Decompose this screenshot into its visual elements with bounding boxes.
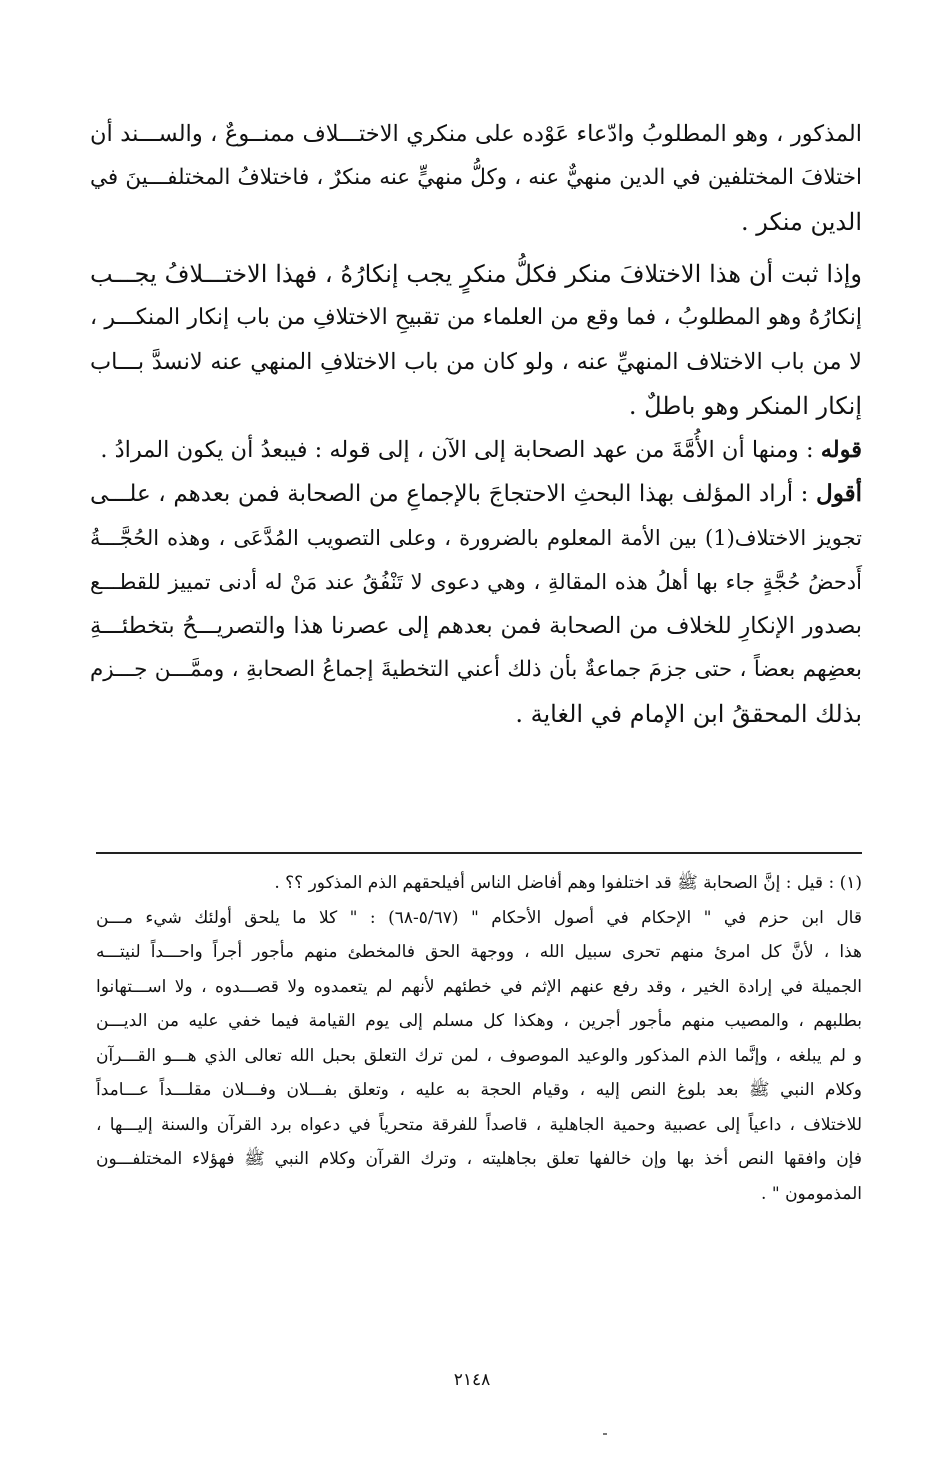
text-line: بعضِهم بعضاً ، حتى جزمَ جماعةٌ بأن ذلك أعني التخطيةَ إجماعُ الصحابةِ ، وممَّـــن جـــزم [90, 657, 862, 682]
text-line: بذلك المحققُ ابن الإمام في الغاية . [515, 700, 862, 728]
text-line: المذكور ، وهو المطلوبُ وادّعاء عَوْده على منكري الاختـــلاف ممنــوعٌ ، والســـند أن [90, 121, 862, 147]
footnote-separator [96, 852, 862, 854]
scan-speck [603, 1433, 607, 1435]
footnote-line: فإن وافقها النص أخذ بها وإن خالفها تعلق بجاهليته ، وترك القرآن وكلام النبي ﷺ فهؤلاء المختلفـــون [96, 1149, 862, 1169]
paragraph-2 [90, 252, 862, 428]
footnote-line: للاختلاف ، داعياً إلى عصبية وحمية الجاهلية ، قاصداً للفرقة متحرياً في دعواه برد القرآن والسنة إليـــها ، [96, 1114, 862, 1135]
footnote-line: وكلام النبي ﷺ بعد بلوغ النص إليه ، وقيام الحجة به عليه ، وتعلق بفـــلان وفـــلان مقلـــداً عـــامداً [96, 1080, 862, 1100]
text-line: أَدحضُ حُجَّةٍ جاء بها أهلُ هذه المقالةِ ، وهي دعوى لا تَنْفُقُ عند مَنْ له أدنى تمييز للقطـــع [90, 570, 862, 594]
footnote [96, 866, 862, 1211]
text-line: إنكارُهُ وهو المطلوبُ ، فما وقع من العلماء من تقبيحِ الاختلافِ من باب إنكار المنكـــر ، [90, 305, 862, 330]
text-line: لا من باب الاختلاف المنهيِّ عنه ، ولو كان من باب الاختلافِ المنهي عنه لانسدَّ بـــاب [90, 349, 862, 375]
paragraph-1 [90, 112, 862, 244]
aqulu-label: أقول [816, 480, 862, 507]
footnote-line: قال ابن حزم في " الإحكام في أصول الأحكام " (٥/٦٧-٦٨) : " كلا ما يلحق أولئك شيء مـــن [96, 907, 862, 928]
main-text [90, 112, 862, 736]
footnote-line: و لم يبلغه ، وإنَّما الذم المذكور والوعيد الموصوف ، لمن ترك التعلق بحبل الله تعالى الذي هـــو القـــرآن [96, 1045, 862, 1066]
text-line: تجويز الاختلاف(1) بين الأمة المعلوم بالضرورة ، وعلى التصويب المُدَّعَى ، وهذه الحُجَّـــةُ [90, 526, 862, 550]
qawluhu-label: قوله [820, 437, 862, 463]
text-segment: : أراد المؤلف بهذا البحثِ الاحتجاجَ بالإجماعِ من الصحابة فمن بعدهم ، علـــى [90, 481, 817, 507]
footnote-line: المذمومون " . [761, 1183, 862, 1204]
footnote-line: بطلبهم ، والمصيب منهم مأجور أجرين ، وهكذا كل مسلم إلى يوم القيامة فيما خفي عليه من الديـــن [96, 1011, 862, 1031]
text-segment: : ومنها أن الأُمَّةَ من عهد الصحابة إلى الآن ، إلى قوله : فيبعدُ أن يكون المرادُ . [100, 437, 821, 463]
text-line [90, 472, 862, 516]
footnote-line: (١) : قيل : إنَّ الصحابة ﷺ قد اختلفوا وهم أفاضل الناس أفيلحقهم الذم المذكور ؟؟ . [274, 873, 862, 893]
text-line: وإذا ثبت أن هذا الاختلافَ منكر فكلُّ منكرٍ يجب إنكارُهُ ، فهذا الاختـــلافُ يجـــب [90, 260, 862, 288]
text-line [90, 428, 862, 472]
text-line: بصدور الإنكارِ للخلاف من الصحابة فمن بعدهم إلى عصرنا هذا والتصريـــحُ بتخطئـــةِ [90, 613, 862, 639]
text-line: الدين منكر . [740, 208, 862, 236]
paragraph-3 [90, 428, 862, 472]
page-number: ٢١٤٨ [453, 1370, 491, 1390]
footnote-line: هذا ، لأنَّ كل امرئ منهم تحرى سبيل الله ، ووجهة الحق فالمخطئ منهم مأجور أجراً واحـــداً لنيتـــه [96, 942, 862, 962]
text-line: اختلافَ المختلفين في الدين منهيٌّ عنه ، وكلُّ منهيٍّ عنه منكرٌ ، فاختلافُ المختلفـــينَ في [90, 165, 862, 190]
footnote-line: الجميلة في إرادة الخير ، وقد رفع عنهم الإثم في خطئهم لأنهم لم يتعمدوه ولا قصـــدوه ، ولا اســـتهانوا [96, 976, 862, 997]
paragraph-4 [90, 472, 862, 736]
text-line: إنكار المنكر وهو باطلٌ . [628, 392, 862, 420]
